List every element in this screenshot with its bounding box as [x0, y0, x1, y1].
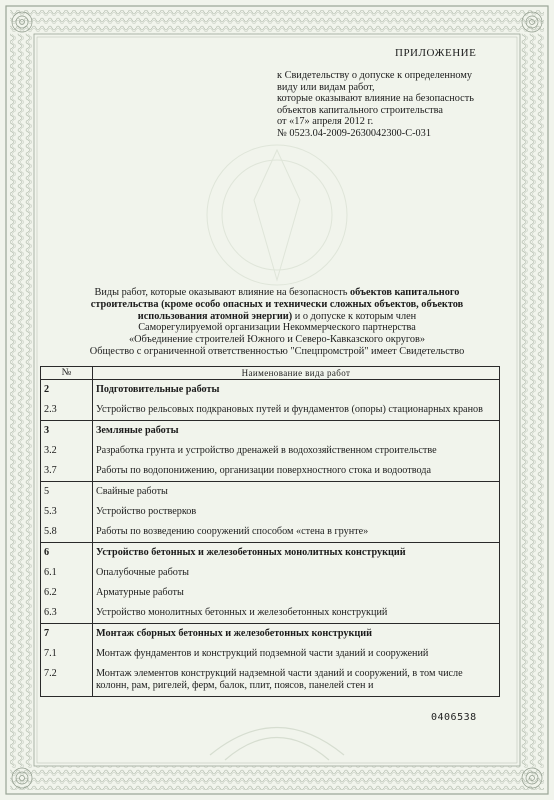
ref-line: виду или видам работ, [277, 81, 375, 93]
item-text: Работы по водопонижению, организации поверхностного стока и водоотвода [93, 461, 500, 482]
intro-text-bold: строительства (кроме особо опасных и технически сложных объектов, объектов [90, 298, 464, 310]
item-text: Разработка грунта и устройство дренажей в водохозяйственном строительстве [93, 441, 500, 461]
group-title: Подготовительные работы [93, 380, 500, 401]
item-number: 3.2 [41, 441, 93, 461]
item-number: 2.3 [41, 400, 93, 421]
table-row [41, 664, 500, 697]
intro-text: Саморегулируемой организации Некоммерческого партнерства [138, 322, 416, 334]
ref-line: к Свидетельству о допуске к определенному [277, 70, 473, 81]
group-title: Земляные работы [93, 421, 500, 442]
works-table [40, 366, 500, 697]
group-number: 5 [41, 482, 93, 503]
item-text: Устройство рельсовых подкрановых путей и фундаментов (опоры) стационарных кранов [93, 400, 500, 421]
ref-line: объектов капитального строительства [277, 104, 443, 116]
group-row [41, 421, 500, 442]
item-text: Устройство ростверков [93, 502, 500, 522]
item-text: Устройство монолитных бетонных и железобетонных конструкций [93, 603, 500, 624]
item-number: 5.8 [41, 522, 93, 543]
intro-text: Виды работ, которые оказывают влияние на безопасность [94, 287, 350, 298]
group-title: Свайные работы [93, 482, 500, 503]
works-table-body [41, 380, 500, 697]
item-text: Монтаж элементов конструкций надземной части зданий и сооружений, в том числе колонн, рам, ригелей, ферм, балок, плит, поясов, панелей стен и [93, 664, 500, 697]
item-text: Монтаж фундаментов и конструкций подземной части зданий и сооружений [93, 644, 500, 664]
item-text: Работы по возведению сооружений способом «стена в грунте» [93, 522, 500, 543]
item-text: Арматурные работы [93, 583, 500, 603]
group-title: Монтаж сборных бетонных и железобетонных конструкций [93, 624, 500, 645]
appendix-title: ПРИЛОЖЕНИЕ [395, 47, 477, 59]
table-header-row [41, 367, 500, 380]
table-row [41, 441, 500, 461]
ref-line: от «17» апреля 2012 г. [277, 116, 374, 128]
table-row [41, 644, 500, 664]
table-row [41, 502, 500, 522]
group-number: 3 [41, 421, 93, 442]
item-text: Опалубочные работы [93, 563, 500, 583]
intro-paragraph [54, 287, 500, 358]
table-row [41, 400, 500, 421]
item-number: 6.3 [41, 603, 93, 624]
group-row [41, 624, 500, 645]
item-number: 3.7 [41, 461, 93, 482]
item-number: 7.1 [41, 644, 93, 664]
item-number: 6.2 [41, 583, 93, 603]
ref-line: которые оказывают влияние на безопасность [277, 93, 474, 105]
item-number: 5.3 [41, 502, 93, 522]
certificate-reference [277, 70, 517, 140]
organization-name: «Объединение строителей Южного и Северо-Кавказского округов» [128, 334, 426, 346]
header-num: № [41, 367, 93, 380]
serial-number: 0406538 [431, 712, 477, 723]
intro-text-bold: использования атомной энергии) [137, 310, 293, 322]
group-row [41, 543, 500, 564]
header-name: Наименование вида работ [93, 367, 500, 380]
table-row [41, 522, 500, 543]
group-title: Устройство бетонных и железобетонных монолитных конструкций [93, 543, 500, 564]
table-row [41, 461, 500, 482]
group-row [41, 482, 500, 503]
table-row [41, 563, 500, 583]
intro-text: и о допуске к которым член [292, 310, 417, 322]
group-number: 6 [41, 543, 93, 564]
table-row [41, 603, 500, 624]
item-number: 6.1 [41, 563, 93, 583]
certificate-number: № 0523.04-2009-2630042300-С-031 [277, 127, 431, 139]
group-number: 2 [41, 380, 93, 401]
group-number: 7 [41, 624, 93, 645]
intro-text-bold: объектов капитального [350, 287, 460, 298]
group-row [41, 380, 500, 401]
table-row [41, 583, 500, 603]
intro-text: Общество с ограниченной ответственностью "Спецпромстрой" имеет Свидетельство [89, 345, 465, 357]
item-number: 7.2 [41, 664, 93, 697]
